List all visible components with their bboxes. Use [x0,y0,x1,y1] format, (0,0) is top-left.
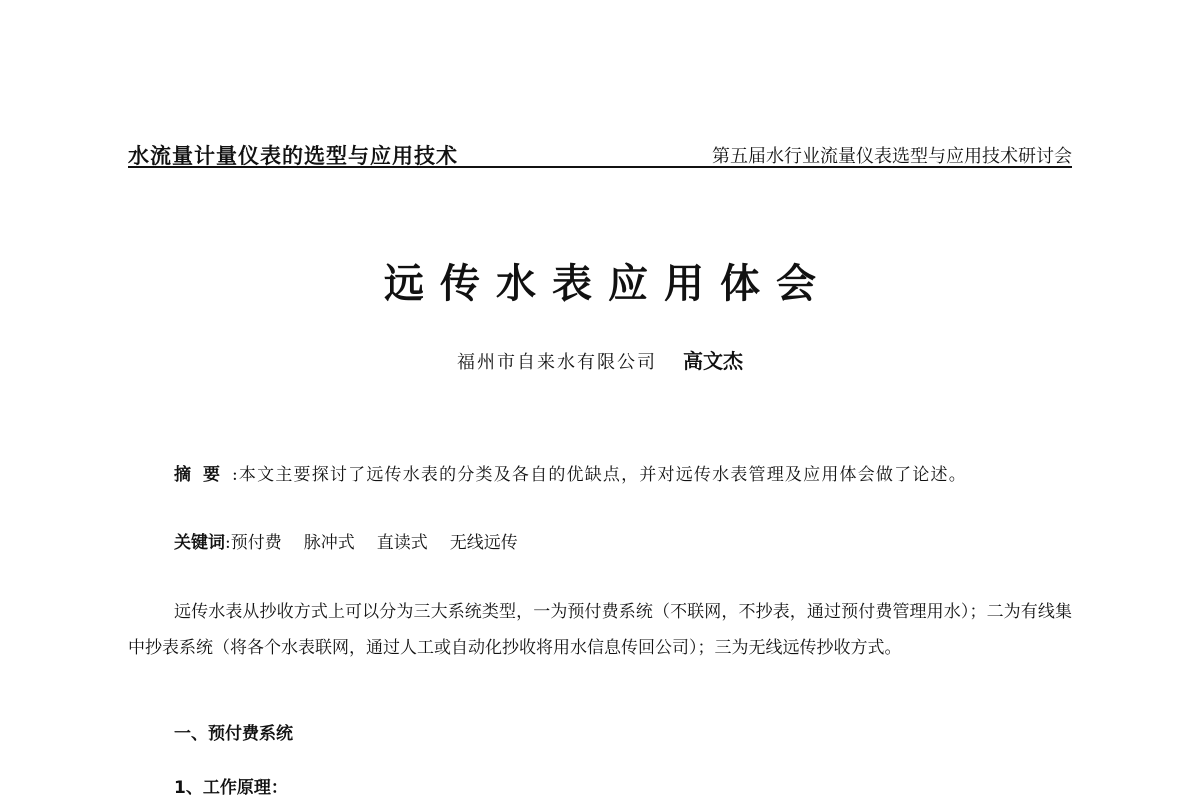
keyword: 预付费 [230,533,282,553]
section-heading: 一、预付费系统 [174,724,293,744]
author-name: 高文杰 [683,349,743,373]
header-book-title: 水流量计量仪表的选型与应用技术 [128,144,458,168]
keyword: 直读式 [376,533,428,553]
article-title: 远传水表应用体会 [384,260,832,307]
keyword: 脉冲式 [303,533,355,553]
abstract-label: 摘要 [174,465,232,485]
keyword: 无线远传 [449,533,518,553]
keywords-label: 关键词 [174,533,225,553]
author-organization: 福州市自来水有限公司 [457,352,657,373]
intro-paragraph: 远传水表从抄收方式上可以分为三大系统类型，一为预付费系统（不联网，不抄表，通过预付费管理用水）；二为有线集中抄表系统（将各个水表联网，通过人工或自动化抄收将用水信息传回公司）；三为无线远传抄收方式。 [128,602,1072,658]
byline [0,345,1200,374]
keywords-colon: : [225,533,231,553]
keywords [174,528,540,553]
sub-heading: 1、工作原理： [174,778,288,798]
abstract [128,458,1072,493]
abstract-text: :本文主要探讨了远传水表的分类及各自的优缺点，并对远传水表管理及应用体会做了论述。 [232,465,967,485]
header-conference-title: 第五届水行业流量仪表选型与应用技术研讨会 [712,146,1072,167]
running-header [128,138,1072,168]
